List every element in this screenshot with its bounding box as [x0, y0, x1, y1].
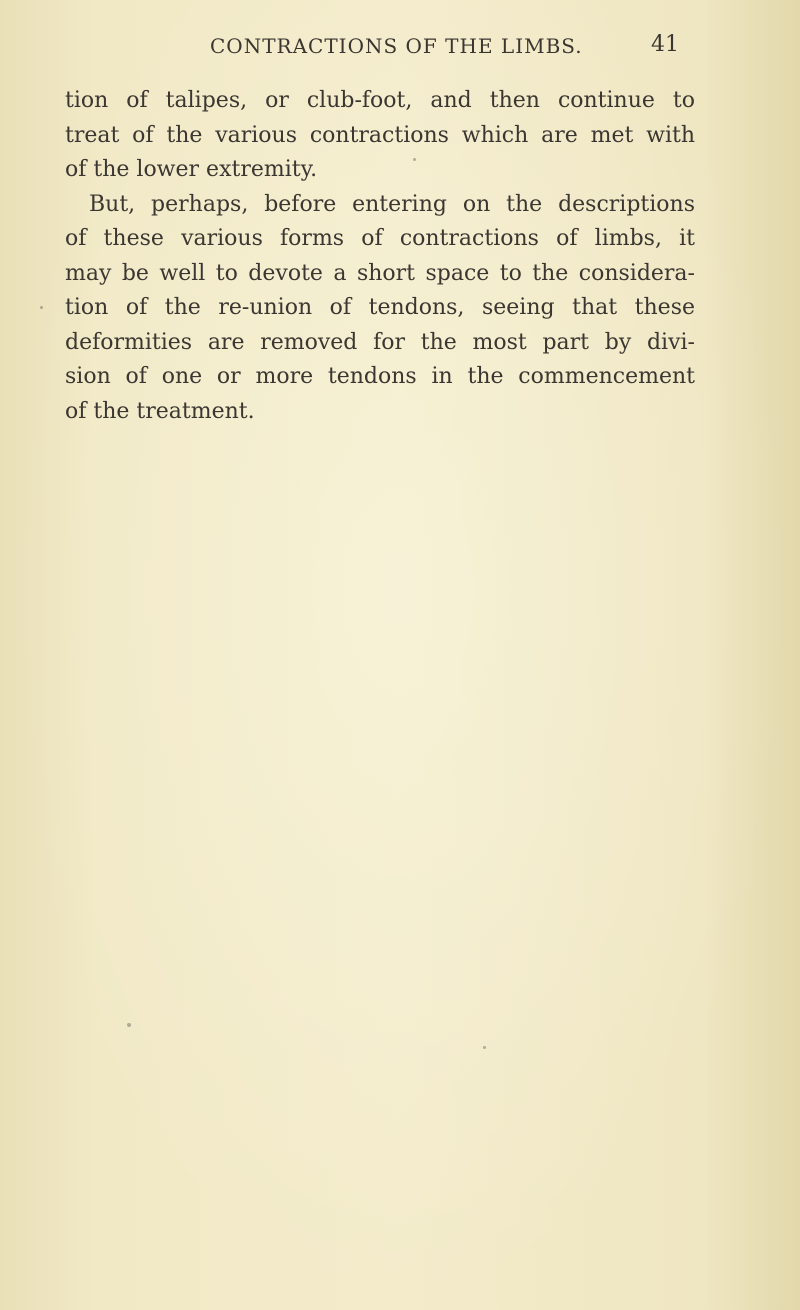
text-line: deformities are removed for the most part by divi- — [65, 329, 695, 355]
text-line: tion of talipes, or club-foot, and then continue to — [65, 88, 695, 113]
paper-speck — [483, 1046, 486, 1049]
paper-speck — [413, 158, 416, 161]
paper-speck — [40, 306, 43, 309]
paper-speck — [127, 1023, 131, 1027]
text-line: of the lower extremity. — [65, 157, 318, 182]
running-title: CONTRACTIONS OF THE LIMBS. — [210, 34, 583, 58]
text-line: But, perhaps, before entering on the descriptions — [89, 191, 695, 217]
page-header — [0, 30, 800, 60]
page-number: 41 — [651, 32, 679, 57]
body-text — [65, 84, 695, 429]
text-line: tion of the re-union of tendons, seeing that these — [65, 295, 695, 320]
text-line: sion of one or more tendons in the commencement — [65, 364, 695, 389]
text-line: of these various forms of contractions of limbs, it — [65, 226, 695, 251]
text-line: may be well to devote a short space to the considera- — [65, 260, 695, 286]
text-line: of the treatment. — [65, 398, 255, 424]
text-line: treat of the various contractions which are met with — [65, 122, 695, 148]
